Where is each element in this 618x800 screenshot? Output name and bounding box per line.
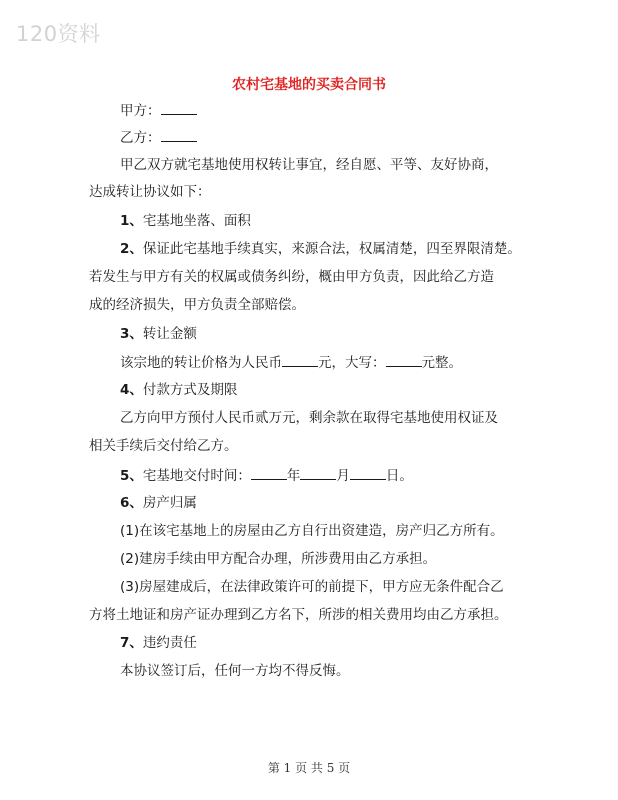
section-2-heading xyxy=(120,240,521,258)
price-text-b: 元，大写： xyxy=(318,355,386,371)
section-4-line-2: 相关手续后交付给乙方。 xyxy=(89,438,238,454)
price-text-a: 该宗地的转让价格为人民币 xyxy=(120,355,282,371)
section-6-title: 房产归属 xyxy=(142,495,197,511)
price-text-c: 元整。 xyxy=(421,355,462,371)
watermark: 120资料 xyxy=(16,22,101,46)
party-a-label: 甲方： xyxy=(120,103,161,119)
section-2-line-1: 若发生与甲方有关的权属或债务纠纷，概由甲方负责，因此给乙方造 xyxy=(89,269,494,285)
party-a-line xyxy=(120,101,197,120)
section-5-number: 5、 xyxy=(120,468,143,484)
intro-line-2: 达成转让协议如下： xyxy=(89,184,211,200)
section-6-heading xyxy=(120,494,197,512)
section-6-clause-1: (1)在该宅基地上的房屋由乙方自行出资建造，房产归乙方所有。 xyxy=(120,523,504,539)
party-b-line xyxy=(120,128,197,147)
price-blank-amount xyxy=(282,353,318,367)
section-2-first: 保证此宅基地手续真实，来源合法，权属清楚，四至界限清楚。 xyxy=(142,241,521,257)
day-blank xyxy=(350,466,386,480)
price-blank-words xyxy=(386,353,422,367)
section-3-number: 3、 xyxy=(120,326,143,342)
section-2-line-2: 成的经济损失，甲方负责全部赔偿。 xyxy=(89,297,305,313)
section-7-line-1: 本协议签订后，任何一方均不得反悔。 xyxy=(120,663,350,679)
section-1-number: 1、 xyxy=(120,213,143,229)
section-6-clause-2: (2)建房手续由甲方配合办理，所涉费用由乙方承担。 xyxy=(120,551,437,567)
section-3-heading xyxy=(120,325,197,343)
section-2-number: 2、 xyxy=(120,241,143,257)
party-b-blank xyxy=(161,128,197,142)
month-label: 月 xyxy=(336,468,350,484)
section-3-price-line xyxy=(120,353,462,372)
section-4-title: 付款方式及期限 xyxy=(142,382,238,398)
section-4-line-1: 乙方向甲方预付人民币贰万元，剩余款在取得宅基地使用权证及 xyxy=(120,410,498,426)
section-7-title: 违约责任 xyxy=(142,635,197,651)
section-7-number: 7、 xyxy=(120,635,143,651)
section-4-heading xyxy=(120,381,237,399)
section-7-heading xyxy=(120,634,197,652)
section-6-clause-3: (3)房屋建成后，在法律政策许可的前提下，甲方应无条件配合乙 xyxy=(120,579,504,595)
intro-line-1: 甲乙双方就宅基地使用权转让事宜，经自愿、平等、友好协商， xyxy=(120,157,498,173)
section-4-number: 4、 xyxy=(120,382,143,398)
section-3-title: 转让金额 xyxy=(142,326,197,342)
section-5-title: 宅基地交付时间： xyxy=(142,468,251,484)
section-6-number: 6、 xyxy=(120,495,143,511)
day-label: 日。 xyxy=(385,468,413,484)
year-blank xyxy=(251,466,287,480)
page-footer: 第 1 页 共 5 页 xyxy=(267,761,351,775)
section-6-clause-3-cont: 方将土地证和房产证办理到乙方名下，所涉的相关费用均由乙方承担。 xyxy=(89,607,508,623)
party-b-label: 乙方： xyxy=(120,130,161,146)
year-label: 年 xyxy=(286,468,301,484)
section-1-title: 宅基地坐落、面积 xyxy=(142,213,251,229)
section-1-heading xyxy=(120,212,251,230)
party-a-blank xyxy=(161,101,197,115)
document-title: 农村宅基地的买卖合同书 xyxy=(232,77,386,93)
month-blank xyxy=(300,466,336,480)
section-5-heading xyxy=(120,466,413,485)
